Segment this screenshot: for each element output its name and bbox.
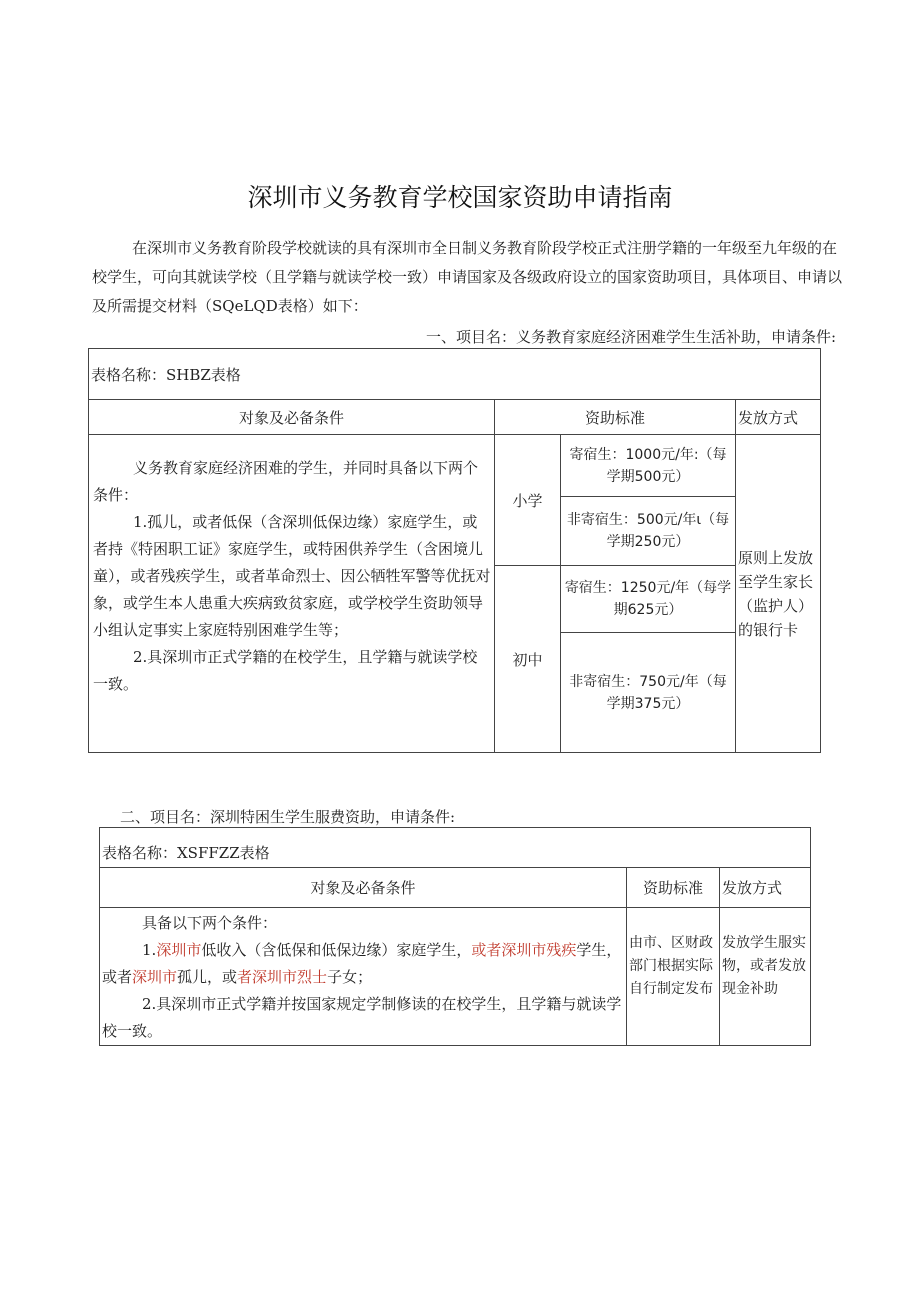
table1-form-name: 表格名称：SHBZ表格 [88,348,821,400]
table2-method: 发放学生服实物，或者发放现金补助 [719,907,811,1046]
table2-header-conditions: 对象及必备条件 [99,867,627,908]
table1-primary-boarding: 寄宿生：1000元/年:（每学期500元） [560,434,736,497]
page-title: 深圳市义务教育学校国家资助申请指南 [247,183,673,212]
table1-primary-non-boarding: 非寄宿生：500元/年ι（每学期250元） [560,496,736,566]
table2-standard: 由市、区财政部门根据实际自行制定发布 [626,907,720,1046]
table1-condition-2: 2.具深圳市正式学籍的在校学生，且学籍与就读学校一致。 [93,648,478,693]
table1-header-standard: 资助标准 [494,399,736,435]
table2-conditions [99,907,627,1046]
table2-condition-intro: 具备以下两个条件： [142,914,278,932]
table1-header-method: 发放方式 [735,399,821,435]
table1-level-primary: 小学 [494,434,561,566]
table1-conditions [88,434,495,753]
table1-junior-boarding: 寄宿生：1250元/年（每学期625元） [560,565,736,633]
table1-condition-1: 1.孤儿，或者低保（含深圳低保边缘）家庭学生，或者持《特困职工证》家庭学生，或特困供养学生（含困境儿童），或者残疾学生，或者革命烈士、因公牺牲军警等优抚对象，或学生本人患重大疾病致贫家庭，或学校学生资助领导小组认定事实上家庭特别困难学生等； [93,513,491,639]
table2-header-method: 发放方式 [719,867,811,908]
section1-heading: 一、项目名：义务教育家庭经济困难学生生活补助，申请条件: [425,328,836,346]
intro-paragraph: 在深圳市义务教育阶段学校就读的具有深圳市全日制义务教育阶段学校正式注册学籍的一年级至九年级的在校学生，可向其就读学校（且学籍与就读学校一致）申请国家及各级政府设立的国家资助项目，具体项目、申请以及所需提交材料（SQeLQD表格）如下： [92,239,843,315]
table1-junior-non-boarding: 非寄宿生：750元/年（每学期375元） [560,632,736,753]
table2-condition-2: 2.具深圳市正式学籍并按国家规定学制修读的在校学生，且学籍与就读学校一致。 [102,995,622,1040]
table1-method: 原则上发放至学生家长（监护人）的银行卡 [735,434,821,753]
table1-header-conditions: 对象及必备条件 [88,399,495,435]
table2-header-standard: 资助标准 [626,867,720,908]
table2-form-name: 表格名称：XSFFZZ表格 [99,827,811,868]
table1-level-junior: 初中 [494,565,561,753]
table1-condition-intro: 义务教育家庭经济困难的学生，并同时具备以下两个条件： [93,459,479,504]
section2-heading: 二、项目名：深圳特困生学生服费资助，申请条件: [120,808,456,826]
table2-condition-1: 1.深圳市低收入（含低保和低保边缘）家庭学生，或者深圳市残疾学生，或者深圳市孤儿，或者深圳市烈士子女； [102,941,622,986]
